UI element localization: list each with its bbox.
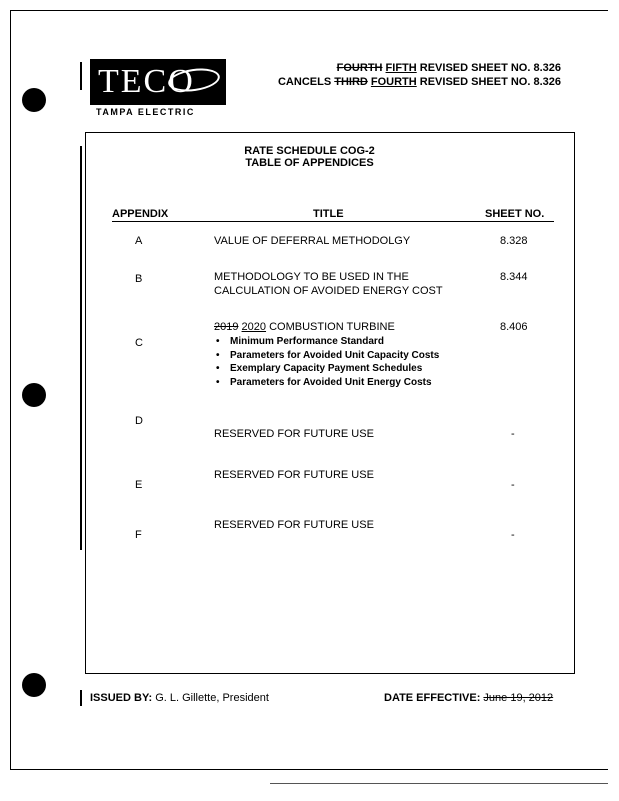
sheet-number: - <box>511 479 515 491</box>
sheet-number: - <box>511 428 515 440</box>
header-rule <box>112 221 554 222</box>
appendix-title: RESERVED FOR FUTURE USE <box>214 428 374 440</box>
page-border-bottom-secondary <box>270 783 608 784</box>
appendix-c-bullet-list <box>214 335 439 389</box>
issued-by-value: G. L. Gillette, President <box>155 692 269 704</box>
revised-sheet-rest: REVISED SHEET NO. 8.326 <box>416 62 561 74</box>
page-border-left <box>10 10 11 770</box>
appendix-title: RESERVED FOR FUTURE USE <box>214 519 374 531</box>
logo-subtitle: TAMPA ELECTRIC <box>96 107 195 117</box>
issued-by <box>90 692 269 704</box>
appendix-title <box>214 321 395 333</box>
column-header-sheet: SHEET NO. <box>485 208 545 220</box>
appendix-letter: B <box>135 273 143 285</box>
date-effective <box>384 692 553 704</box>
sheet-number: 8.328 <box>500 235 528 247</box>
punch-hole-middle <box>22 383 46 407</box>
schedule-title: RATE SCHEDULE COG-2 <box>244 145 375 157</box>
logo-brand-text: TECO <box>98 63 195 100</box>
punch-hole-bottom <box>22 673 46 697</box>
cancels-sheet-line <box>278 76 561 88</box>
schedule-subtitle: TABLE OF APPENDICES <box>245 157 374 169</box>
column-header-appendix: APPENDIX <box>112 208 169 220</box>
appendix-title-line2: CALCULATION OF AVOIDED ENERGY COST <box>214 285 443 297</box>
struck-revision: FOURTH <box>336 62 383 74</box>
title-rest: COMBUSTION TURBINE <box>266 321 395 333</box>
date-effective-label: DATE EFFECTIVE: <box>384 692 481 704</box>
bullet-item: • Parameters for Avoided Unit Capacity Costs <box>214 349 439 363</box>
appendix-letter: C <box>135 337 143 349</box>
cancels-sheet-rest: REVISED SHEET NO. 8.326 <box>416 76 561 88</box>
appendix-title: RESERVED FOR FUTURE USE <box>214 469 374 481</box>
appendix-title: VALUE OF DEFERRAL METHODOLGY <box>214 235 411 247</box>
sheet-number: - <box>511 529 515 541</box>
issued-by-label: ISSUED BY: <box>90 692 153 704</box>
page-border-top <box>10 10 608 11</box>
change-bar-content <box>80 146 82 550</box>
sheet-number: 8.406 <box>500 321 528 333</box>
appendix-letter: D <box>135 415 143 427</box>
bullet-item: • Parameters for Avoided Unit Energy Costs <box>214 376 439 390</box>
struck-effective-date: June 19, 2012 <box>483 692 554 704</box>
appendix-letter: A <box>135 235 143 247</box>
sheet-number: 8.344 <box>500 271 528 283</box>
column-header-title: TITLE <box>313 208 344 220</box>
revised-sheet-line <box>337 62 561 74</box>
punch-hole-top <box>22 88 46 112</box>
inserted-revision: FIFTH <box>385 62 417 74</box>
change-bar-footer <box>80 690 82 706</box>
change-bar-header <box>80 62 82 90</box>
page-border-bottom <box>10 769 608 770</box>
bullet-item: • Exemplary Capacity Payment Schedules <box>214 362 439 376</box>
struck-year: 2019 <box>214 321 239 333</box>
appendix-letter: F <box>135 529 142 541</box>
struck-cancels-revision: THIRD <box>334 76 368 88</box>
appendix-letter: E <box>135 479 143 491</box>
appendix-title: METHODOLOGY TO BE USED IN THE <box>214 271 409 283</box>
inserted-cancels-revision: FOURTH <box>370 76 417 88</box>
cancels-prefix: CANCELS <box>277 76 335 88</box>
inserted-year: 2020 <box>241 321 267 333</box>
bullet-item: • Minimum Performance Standard <box>214 335 439 349</box>
